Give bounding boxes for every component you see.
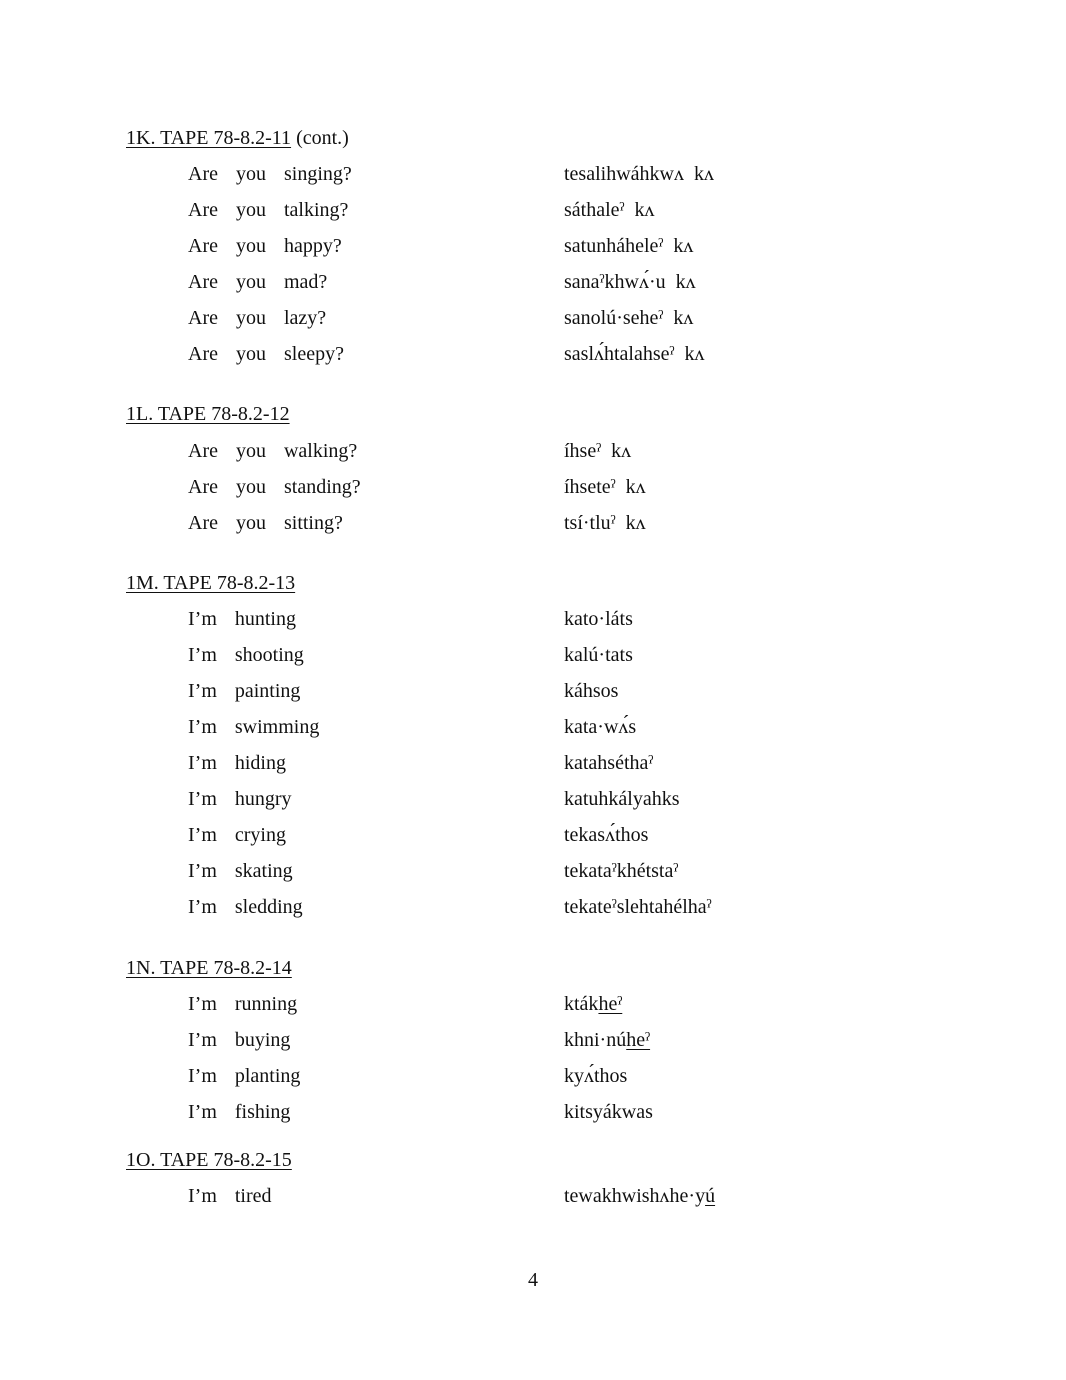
list-item — [0, 643, 1066, 667]
english-phrase: I’m fishing — [188, 1101, 291, 1123]
english-phrase: Are you singing? — [188, 163, 352, 185]
native-translation: katahséthaˀ — [564, 752, 654, 774]
english-phrase: Are you standing? — [188, 476, 361, 498]
section-heading — [126, 1148, 292, 1172]
section-heading-label: 1L. TAPE 78-8.2-12 — [126, 403, 290, 425]
list-item — [0, 992, 1066, 1016]
english-phrase: I’m hiding — [188, 752, 286, 774]
english-phrase: I’m painting — [188, 680, 301, 702]
native-translation: kalú·tats — [564, 644, 633, 666]
english-phrase: I’m planting — [188, 1065, 301, 1087]
english-phrase: Are you mad? — [188, 271, 328, 293]
list-item — [0, 823, 1066, 847]
english-phrase: I’m hungry — [188, 788, 292, 810]
english-phrase: Are you sitting? — [188, 512, 343, 534]
list-item — [0, 679, 1066, 703]
native-translation: kyʌ́thos — [564, 1065, 628, 1087]
english-phrase: I’m hunting — [188, 608, 296, 630]
english-phrase: I’m crying — [188, 824, 286, 846]
list-item — [0, 162, 1066, 186]
native-translation: tsí·tluˀ kʌ — [564, 512, 646, 534]
native-translation: íhseˀ kʌ — [564, 440, 632, 462]
page-number: 4 — [528, 1269, 538, 1291]
native-translation: tewakhwishʌhe·yú — [564, 1185, 716, 1207]
native-translation: khni·núheˀ — [564, 1029, 651, 1051]
section-heading — [126, 126, 349, 150]
native-translation: katuhkályahks — [564, 788, 680, 810]
english-phrase: Are you sleepy? — [188, 343, 344, 365]
english-phrase: I’m shooting — [188, 644, 304, 666]
native-translation: kata·wʌ́s — [564, 716, 637, 738]
native-translation: sanolú·seheˀ kʌ — [564, 307, 694, 329]
english-phrase: Are you talking? — [188, 199, 349, 221]
list-item — [0, 1028, 1066, 1052]
list-item — [0, 306, 1066, 330]
list-item — [0, 198, 1066, 222]
native-translation: íhseteˀ kʌ — [564, 476, 646, 498]
native-translation: tekateˀslehtahélhaˀ — [564, 896, 712, 918]
section-heading — [126, 571, 295, 595]
english-phrase: I’m sledding — [188, 896, 303, 918]
english-phrase: I’m tired — [188, 1185, 272, 1207]
native-translation: satunháheleˀ kʌ — [564, 235, 694, 257]
native-translation: káhsos — [564, 680, 619, 702]
native-translation: sáthaleˀ kʌ — [564, 199, 655, 221]
list-item — [0, 859, 1066, 883]
section-heading-suffix: (cont.) — [296, 127, 349, 149]
english-phrase: I’m swimming — [188, 716, 320, 738]
native-translation: kitsyákwas — [564, 1101, 653, 1123]
section-heading-label: 1N. TAPE 78-8.2-14 — [126, 957, 292, 979]
native-translation: tekataˀkhétstaˀ — [564, 860, 679, 882]
list-item — [0, 1100, 1066, 1124]
section-heading-label: 1K. TAPE 78-8.2-11 — [126, 127, 292, 149]
english-phrase: I’m buying — [188, 1029, 291, 1051]
english-phrase: Are you lazy? — [188, 307, 327, 329]
native-translation: saslʌ́htalahseˀ kʌ — [564, 343, 705, 365]
list-item — [0, 270, 1066, 294]
section-heading — [126, 956, 292, 980]
native-translation: tekasʌ́thos — [564, 824, 649, 846]
english-phrase: I’m running — [188, 993, 298, 1015]
native-translation: sanaˀkhwʌ́·u kʌ — [564, 271, 696, 293]
list-item — [0, 234, 1066, 258]
list-item — [0, 751, 1066, 775]
section-heading-label: 1M. TAPE 78-8.2-13 — [126, 572, 296, 594]
list-item — [0, 475, 1066, 499]
list-item — [0, 787, 1066, 811]
list-item — [0, 895, 1066, 919]
english-phrase: Are you walking? — [188, 440, 358, 462]
list-item — [0, 715, 1066, 739]
section-heading-label: 1O. TAPE 78-8.2-15 — [126, 1149, 292, 1171]
native-translation: ktákheˀ — [564, 993, 623, 1015]
native-translation: kato·láts — [564, 608, 633, 630]
native-translation: tesalihwáhkwʌ kʌ — [564, 163, 714, 185]
list-item — [0, 511, 1066, 535]
english-phrase: I’m skating — [188, 860, 293, 882]
section-heading — [126, 402, 290, 426]
list-item — [0, 439, 1066, 463]
list-item — [0, 1184, 1066, 1208]
list-item — [0, 607, 1066, 631]
list-item — [0, 1064, 1066, 1088]
list-item — [0, 342, 1066, 366]
english-phrase: Are you happy? — [188, 235, 342, 257]
